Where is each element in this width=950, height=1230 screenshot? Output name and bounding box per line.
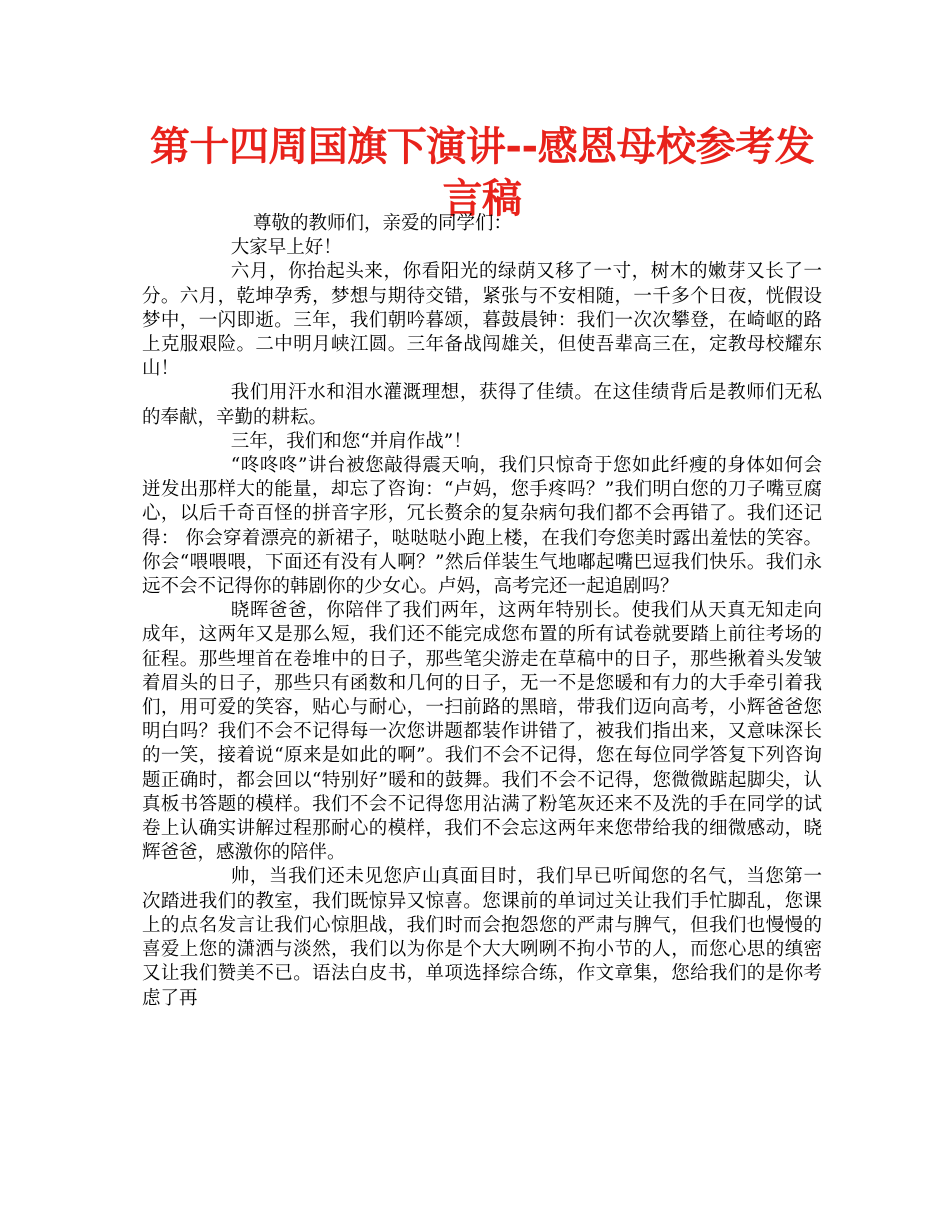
document-title: 第十四周国旗下演讲--感恩母校参考发言稿 <box>149 124 815 222</box>
paragraph: 六月，你抬起头来，你看阳光的绿荫又移了一寸，树木的嫩芽又长了一分。六月，乾坤孕秀，梦想与期待交错，紧张与不安相随，一千多个日夜，恍假设梦中，一闪即逝。三年，我们朝吟暮颂，暮鼓晨钟：我们一次次攀登，在崎岖的路上克服艰险。二中明月峡江圆。三年备战闯雄关，但使吾辈高三在，定教母校耀东山！ <box>142 261 822 380</box>
paragraph: 三年，我们和您“并肩作战”！ <box>230 430 472 452</box>
greeting: 大家早上好！ <box>230 237 342 259</box>
salutation: 尊敬的教师们，亲爱的同学们： <box>253 213 513 234</box>
paragraph: 帅，当我们还未见您庐山真面目时，我们早已听闻您的名气，当您第一次踏进我们的教室，我们既惊异又惊喜。您课前的单词过关让我们手忙脚乱，您课上的点名发言让我们心惊胆战，我们时而会抱怨您的严肃与脾气，但我们也慢慢的喜爱上您的潇洒与淡然，我们以为你是个大大咧咧不拘小节的人，而您心思的缜密又让我们赞美不已。语法白皮书，单项选择综合练，作文章集，您给我们的是你考虑了再 <box>142 866 822 1009</box>
paragraph: “咚咚咚”讲台被您敲得震天响，我们只惊奇于您如此纤瘦的身体如何会迸发出那样大的能量，却忘了咨询：“卢妈，您手疼吗？”我们明白您的刀子嘴豆腐心，以后千奇百怪的拼音字形，冗长赘余的复杂病句我们都不会再错了。我们还记得： 你会穿着漂亮的新裙子，哒哒哒小跑上楼，在我们夸您美时露出羞怯的笑容。你会“喂喂喂，下面还有没有人啊？”然后佯装生气地嘟起嘴巴逗我们快乐。我们永远不会不记得你的韩剧你的少女心。卢妈，高考完还一起追剧吗？ <box>142 455 822 598</box>
paragraph: 我们用汗水和泪水灌溉理想，获得了佳绩。在这佳绩背后是教师们无私的奉献，辛勤的耕耘。 <box>142 382 822 428</box>
document-body <box>142 212 822 1011</box>
paragraph: 晓晖爸爸，你陪伴了我们两年，这两年特别长。使我们从天真无知走向成年，这两年又是那么短，我们还不能完成您布置的所有试卷就要踏上前往考场的征程。那些埋首在卷堆中的日子，那些笔尖游走在草稿中的日子，那些揪着头发皱着眉头的日子，那些只有函数和几何的日子，无一不是您暖和有力的大手牵引着我们，用可爱的笑容，贴心与耐心，一扫前路的黑暗，带我们迈向高考，小辉爸爸您明白吗？我们不会不记得每一次您讲题都装作讲错了，被我们指出来，又意味深长的一笑，接着说“原来是如此的啊”。我们不会不记得，您在每位同学答复下列咨询题正确时，都会回以“特别好”暖和的鼓舞。我们不会不记得，您微微踮起脚尖，认真板书答题的模样。我们不会不记得您用沾满了粉笔灰还来不及洗的手在同学的试卷上认确实讲解过程那耐心的模样，我们不会忘这两年来您带给我的细微感动，晓辉爸爸，感激你的陪伴。 <box>142 600 822 864</box>
